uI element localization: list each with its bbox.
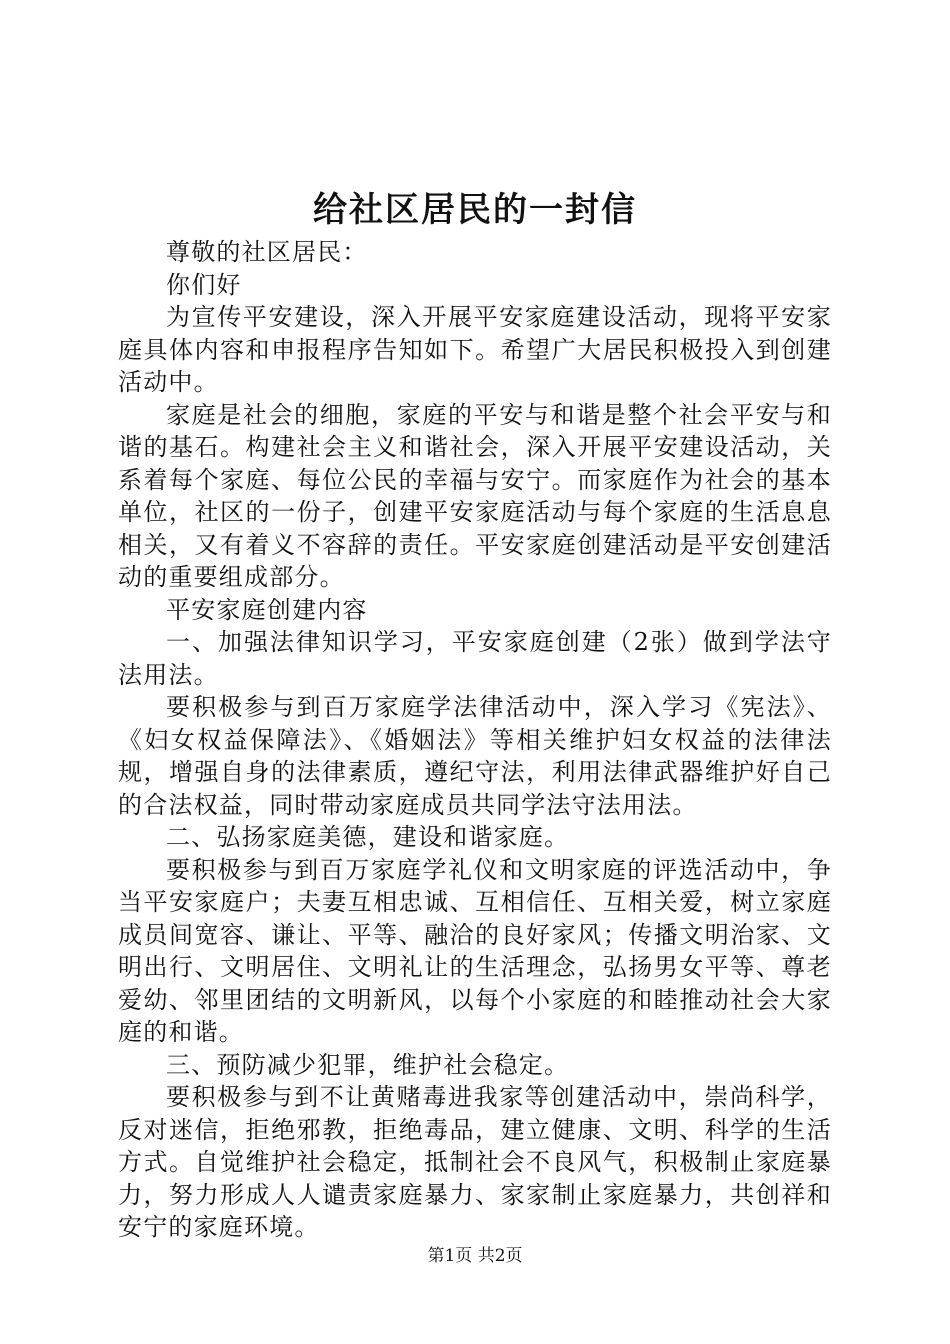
document-body (118, 236, 832, 1244)
item-body-2: 要积极参与到百万家庭学礼仪和文明家庭的评选活动中，争当平安家庭户；夫妻互相忠诚、互相信任、互相关爱，树立家庭成员间宽容、谦让、平等、融洽的良好家风；传播文明治家、文明出行、文明居住、文明礼让的生活理念，弘扬男女平等、尊老爱幼、邻里团结的文明新风，以每个小家庭的和睦推动社会大家庭的和谐。 (118, 855, 832, 1046)
salutation: 尊敬的社区居民： (166, 238, 368, 266)
item-heading-2: 二、弘扬家庭美德，建设和谐家庭。 (166, 823, 570, 851)
document-title: 给社区居民的一封信 (313, 190, 637, 230)
item-body-1: 要积极参与到百万家庭学法律活动中，深入学习《宪法》、《妇女权益保障法》、《婚姻法》等相关维护妇女权益的法律法规，增强自身的法律素质，遵纪守法，利用法律武器维护好自己的合法权益，同时带动家庭成员共同学法守法用法。 (118, 693, 832, 819)
item-heading-3: 三、预防减少犯罪，维护社会稳定。 (166, 1050, 570, 1079)
page-number-footer: 第1页 共2页 (427, 1246, 523, 1266)
greeting: 你们好 (166, 270, 242, 299)
section-heading: 平安家庭创建内容 (166, 595, 368, 624)
item-heading-1: 一、加强法律知识学习，平安家庭创建（2张）做到学法守法用法。 (118, 628, 832, 689)
paragraph-family-role: 家庭是社会的细胞，家庭的平安与和谐是整个社会平安与和谐的基石。构建社会主义和谐社会，深入开展平安建设活动，关系着每个家庭、每位公民的幸福与安宁。而家庭作为社会的基本单位，社区的一份子，创建平安家庭活动与每个家庭的生活息息相关，又有着义不容辞的责任。平安家庭创建活动是平安创建活动的重要组成部分。 (118, 400, 832, 591)
item-body-3: 要积极参与到不让黄赌毒进我家等创建活动中，崇尚科学，反对迷信，拒绝邪教，拒绝毒品，建立健康、文明、科学的生活方式。自觉维护社会稳定，抵制社会不良风气，积极制止家庭暴力，努力形成人人谴责家庭暴力、家家制止家庭暴力，共创祥和安宁的家庭环境。 (118, 1083, 832, 1241)
paragraph-intro: 为宣传平安建设，深入开展平安家庭建设活动，现将平安家庭具体内容和申报程序告知如下。希望广大居民积极投入到创建活动中。 (118, 303, 832, 396)
